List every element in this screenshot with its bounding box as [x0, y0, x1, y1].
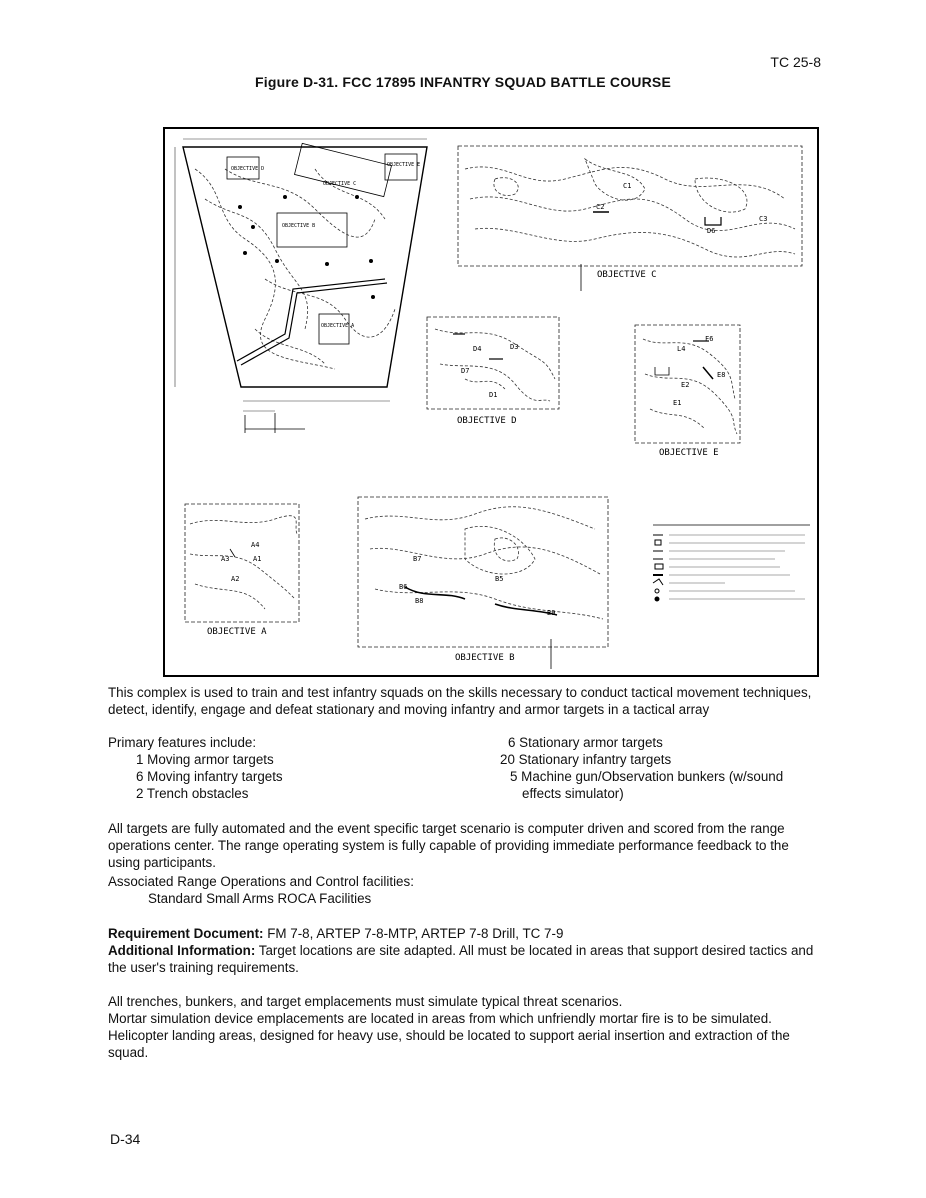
target-b6: B6	[399, 583, 408, 591]
feature-item: 2 Trench obstacles	[136, 786, 249, 801]
requirement-text: FM 7-8, ARTEP 7-8-MTP, ARTEP 7-8 Drill, TC 7-9	[263, 926, 564, 941]
target-a2: A2	[231, 575, 240, 583]
intro-paragraph: This complex is used to train and test infantry squads on the skills necessary to conduct tactical movement techniques, detect, identify, engage and defeat stationary and moving infantry and armor targets in a tactical array	[108, 685, 812, 717]
target-b8: B8	[415, 597, 424, 605]
helicopter-paragraph: Helicopter landing areas, designed for heavy use, should be located to support aerial insertion and extraction of the squad.	[108, 1028, 790, 1060]
target-a3: A3	[221, 555, 230, 563]
target-b9: B9	[547, 609, 556, 617]
trenches-paragraph: All trenches, bunkers, and target emplacements must simulate typical threat scenarios.	[108, 994, 623, 1009]
overview-label-e: OBJECTIVE E	[387, 162, 421, 168]
objective-c-label: OBJECTIVE C	[597, 270, 657, 280]
objective-b-map	[358, 497, 608, 669]
objective-a-label: OBJECTIVE A	[207, 627, 267, 637]
additional-information	[108, 942, 820, 976]
primary-features	[108, 734, 820, 806]
objective-e-label: OBJECTIVE E	[659, 448, 719, 458]
features-left-column	[108, 734, 283, 802]
target-c1: C1	[623, 182, 632, 190]
target-d1: D1	[489, 391, 498, 399]
target-d6: D6	[707, 227, 716, 235]
target-l4: L4	[677, 345, 686, 353]
feature-item: 1 Moving armor targets	[136, 752, 274, 767]
features-heading: Primary features include:	[108, 735, 257, 750]
feature-item: 6 Moving infantry targets	[136, 769, 283, 784]
target-c2: C2	[596, 203, 605, 211]
automation-paragraph: All targets are fully automated and the event specific target scenario is computer driven and scored from the range operations center. The range operating system is fully capable of providing immediate performance feedback to the using participants.	[108, 821, 789, 870]
target-e8: E8	[717, 371, 726, 379]
target-d3: D3	[510, 343, 519, 351]
feature-item: effects simulator)	[522, 786, 624, 801]
overview-map	[175, 139, 427, 433]
target-d4: D4	[473, 345, 482, 353]
range-diagram	[165, 129, 817, 675]
feature-item: 5 Machine gun/Observation bunkers (w/sound	[510, 769, 784, 784]
target-b5: B5	[495, 575, 504, 583]
additional-text: Target locations are site adapted. All must be located in areas that support desired tactics and the user's training requirements.	[108, 943, 814, 975]
page-number: D-34	[110, 1131, 141, 1147]
feature-item: 20 Stationary infantry targets	[500, 752, 672, 767]
objective-a-map	[185, 504, 299, 622]
associated-heading: Associated Range Operations and Control facilities:	[108, 874, 414, 889]
feature-item: 6 Stationary armor targets	[508, 735, 663, 750]
features-right-column	[500, 734, 783, 802]
target-f6: F6	[705, 335, 714, 343]
target-e2: E2	[681, 381, 690, 389]
associated-item: Standard Small Arms ROCA Facilities	[148, 891, 372, 906]
target-d7: D7	[461, 367, 470, 375]
requirement-label: Requirement Document:	[108, 926, 264, 941]
overview-label-b: OBJECTIVE B	[282, 223, 316, 229]
legend	[653, 525, 810, 601]
objective-d-label: OBJECTIVE D	[457, 416, 517, 426]
overview-label-d: OBJECTIVE D	[231, 166, 265, 172]
target-a4: A4	[251, 541, 260, 549]
requirement-document	[108, 925, 820, 942]
additional-label: Additional Information:	[108, 943, 256, 958]
objective-b-label: OBJECTIVE B	[455, 653, 515, 663]
mortar-paragraph: Mortar simulation device emplacements are located in areas from which unfriendly mortar fire is to be simulated.	[108, 1011, 772, 1026]
figure-drawing	[163, 127, 819, 677]
target-c3: C3	[759, 215, 768, 223]
target-a1: A1	[253, 555, 262, 563]
target-b7: B7	[413, 555, 422, 563]
overview-label-a: OBJECTIVE A	[321, 323, 355, 329]
figure-title: Figure D-31. FCC 17895 INFANTRY SQUAD BATTLE COURSE	[254, 74, 671, 90]
document-id: TC 25-8	[770, 54, 821, 70]
overview-label-c: OBJECTIVE C	[323, 181, 357, 187]
associated-facilities	[108, 873, 820, 907]
target-e1: E1	[673, 399, 682, 407]
